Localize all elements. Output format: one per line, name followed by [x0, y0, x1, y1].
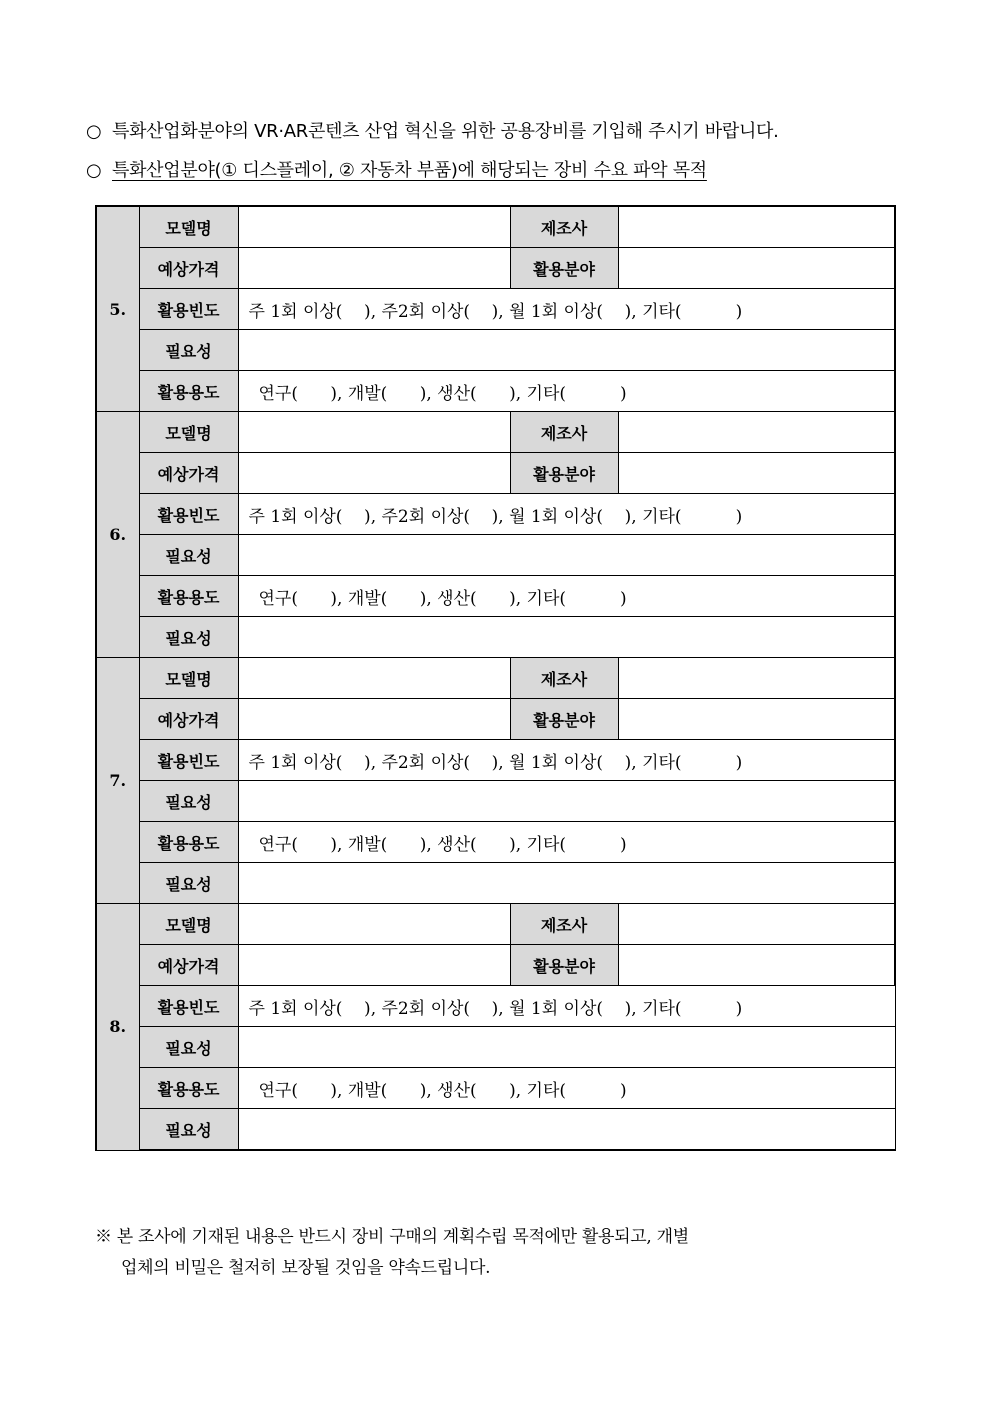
price-field[interactable] — [238, 945, 510, 986]
maker-label: 제조사 — [510, 658, 618, 699]
table-row — [96, 945, 895, 986]
table-row — [96, 412, 895, 453]
necessity-field[interactable] — [238, 1027, 895, 1068]
field-label: 활용분야 — [510, 945, 618, 986]
price-field[interactable] — [238, 699, 510, 740]
purpose-label: 활용용도 — [139, 371, 238, 412]
field-field[interactable] — [618, 699, 895, 740]
table-row — [96, 535, 895, 576]
necessity-label: 필요성 — [139, 617, 238, 658]
table-row — [96, 1027, 895, 1068]
maker-field[interactable] — [618, 904, 895, 945]
model-label: 모델명 — [139, 658, 238, 699]
purpose-field[interactable]: 연구( ), 개발( ), 생산( ), 기타( ) — [238, 1068, 895, 1109]
field-field[interactable] — [618, 945, 895, 986]
necessity-field[interactable] — [238, 863, 895, 904]
circle-bullet-icon: ○ — [86, 121, 102, 142]
instruction-line-2 — [86, 160, 707, 182]
circle-bullet-icon: ○ — [86, 160, 102, 181]
purpose-label: 활용용도 — [139, 576, 238, 617]
model-field[interactable] — [238, 412, 510, 453]
frequency-label: 활용빈도 — [139, 494, 238, 535]
necessity-field[interactable] — [238, 330, 895, 371]
model-label: 모델명 — [139, 206, 238, 248]
purpose-field[interactable]: 연구( ), 개발( ), 생산( ), 기타( ) — [238, 822, 895, 863]
necessity-label: 필요성 — [139, 1109, 238, 1151]
maker-label: 제조사 — [510, 904, 618, 945]
table-row — [96, 740, 895, 781]
table-row — [96, 576, 895, 617]
group-number: 6. — [96, 412, 139, 658]
table-row — [96, 248, 895, 289]
purpose-field[interactable]: 연구( ), 개발( ), 생산( ), 기타( ) — [238, 371, 895, 412]
instruction-line-1 — [86, 121, 779, 143]
table-row — [96, 289, 895, 330]
footnote — [95, 1222, 907, 1284]
necessity-label: 필요성 — [139, 535, 238, 576]
frequency-field[interactable]: 주 1회 이상( ), 주2회 이상( ), 월 1회 이상( ), 기타( ) — [238, 740, 895, 781]
maker-field[interactable] — [618, 658, 895, 699]
field-field[interactable] — [618, 453, 895, 494]
purpose-label: 활용용도 — [139, 1068, 238, 1109]
model-field[interactable] — [238, 658, 510, 699]
table-row — [96, 822, 895, 863]
table-row — [96, 781, 895, 822]
instruction-text-2: 특화산업분야(① 디스플레이, ② 자동차 부품)에 해당되는 장비 수요 파악 목적 — [112, 160, 707, 181]
necessity-label: 필요성 — [139, 863, 238, 904]
table-row — [96, 1068, 895, 1109]
footnote-line-2: 업체의 비밀은 철저히 보장될 것임을 약속드립니다. — [121, 1258, 491, 1278]
maker-label: 제조사 — [510, 206, 618, 248]
group-number: 7. — [96, 658, 139, 904]
price-label: 예상가격 — [139, 248, 238, 289]
equipment-demand-table — [95, 205, 896, 1151]
footnote-line-1: ※ 본 조사에 기재된 내용은 반드시 장비 구매의 계획수립 목적에만 활용되고, 개별 — [95, 1227, 689, 1247]
group-number: 5. — [96, 206, 139, 412]
price-field[interactable] — [238, 453, 510, 494]
frequency-label: 활용빈도 — [139, 289, 238, 330]
necessity-field[interactable] — [238, 1109, 895, 1151]
instruction-text-1: 특화산업화분야의 VR·AR콘텐츠 산업 혁신을 위한 공용장비를 기입해 주시기 바랍니다. — [112, 121, 779, 142]
price-field[interactable] — [238, 248, 510, 289]
field-field[interactable] — [618, 248, 895, 289]
model-field[interactable] — [238, 206, 510, 248]
table-row — [96, 986, 895, 1027]
purpose-label: 활용용도 — [139, 822, 238, 863]
table-row — [96, 330, 895, 371]
necessity-field[interactable] — [238, 617, 895, 658]
frequency-field[interactable]: 주 1회 이상( ), 주2회 이상( ), 월 1회 이상( ), 기타( ) — [238, 494, 895, 535]
maker-field[interactable] — [618, 206, 895, 248]
necessity-label: 필요성 — [139, 781, 238, 822]
field-label: 활용분야 — [510, 248, 618, 289]
table-row — [96, 371, 895, 412]
frequency-field[interactable]: 주 1회 이상( ), 주2회 이상( ), 월 1회 이상( ), 기타( ) — [238, 986, 895, 1027]
table-row — [96, 617, 895, 658]
table-row — [96, 1109, 895, 1151]
table-row — [96, 658, 895, 699]
frequency-label: 활용빈도 — [139, 986, 238, 1027]
price-label: 예상가격 — [139, 699, 238, 740]
necessity-label: 필요성 — [139, 330, 238, 371]
necessity-field[interactable] — [238, 781, 895, 822]
maker-label: 제조사 — [510, 412, 618, 453]
table-row — [96, 206, 895, 248]
necessity-field[interactable] — [238, 535, 895, 576]
table-row — [96, 453, 895, 494]
purpose-field[interactable]: 연구( ), 개발( ), 생산( ), 기타( ) — [238, 576, 895, 617]
frequency-field[interactable]: 주 1회 이상( ), 주2회 이상( ), 월 1회 이상( ), 기타( ) — [238, 289, 895, 330]
frequency-label: 활용빈도 — [139, 740, 238, 781]
group-number: 8. — [96, 904, 139, 1151]
table-row — [96, 863, 895, 904]
table-row — [96, 494, 895, 535]
table-row — [96, 699, 895, 740]
price-label: 예상가격 — [139, 945, 238, 986]
table-row — [96, 904, 895, 945]
model-label: 모델명 — [139, 412, 238, 453]
necessity-label: 필요성 — [139, 1027, 238, 1068]
field-label: 활용분야 — [510, 699, 618, 740]
price-label: 예상가격 — [139, 453, 238, 494]
model-label: 모델명 — [139, 904, 238, 945]
field-label: 활용분야 — [510, 453, 618, 494]
model-field[interactable] — [238, 904, 510, 945]
maker-field[interactable] — [618, 412, 895, 453]
